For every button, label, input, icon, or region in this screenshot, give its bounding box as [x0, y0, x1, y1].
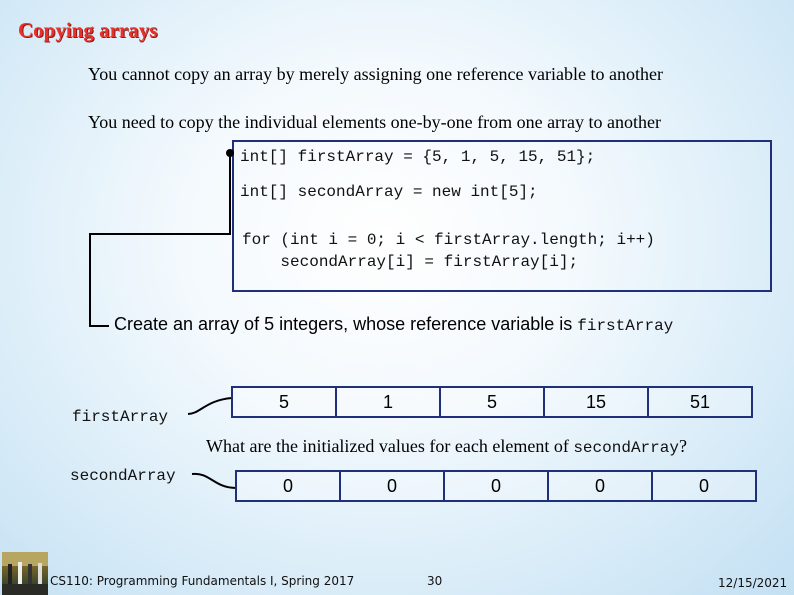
- bracket-connector-top: [89, 233, 231, 235]
- first-array-cell: 5: [439, 386, 545, 418]
- question: [206, 436, 687, 457]
- annotation: [114, 314, 673, 335]
- second-array-label: secondArray: [70, 467, 176, 485]
- first-array-label: firstArray: [72, 408, 169, 426]
- question-end: ?: [678, 436, 687, 456]
- second-array-cell: 0: [235, 470, 341, 502]
- first-array-cell: 51: [647, 386, 753, 418]
- bracket-connector-up: [229, 150, 231, 235]
- second-array-cell: 0: [339, 470, 445, 502]
- first-array-pointer: [186, 392, 234, 418]
- first-array-cells: [231, 386, 753, 418]
- first-array-cell: 5: [231, 386, 337, 418]
- second-array-pointer: [190, 468, 238, 494]
- course-logo-image: [2, 552, 48, 595]
- slide-title: Copying arrays: [18, 18, 158, 42]
- second-array-cell: 0: [547, 470, 653, 502]
- code-line-1: int[] firstArray = {5, 1, 5, 15, 51};: [240, 148, 596, 166]
- text-line-1: You cannot copy an array by merely assigning one reference variable to another: [88, 64, 663, 84]
- text-line-2: You need to copy the individual elements one-by-one from one array to another: [88, 112, 662, 132]
- code-line-2: int[] secondArray = new int[5];: [240, 183, 538, 201]
- second-array-cell: 0: [651, 470, 757, 502]
- second-array-cell: 0: [443, 470, 549, 502]
- question-text: What are the initialized values for each element of: [206, 436, 574, 456]
- code-line-4: secondArray[i] = firstArray[i];: [242, 253, 579, 271]
- footer-page-number: 30: [427, 574, 443, 588]
- first-array-cell: 15: [543, 386, 649, 418]
- footer-date: 12/15/2021: [718, 576, 788, 590]
- question-var: secondArray: [573, 439, 679, 457]
- bracket-connector: [89, 233, 91, 327]
- annotation-text: Create an array of 5 integers, whose reference variable is: [114, 314, 578, 334]
- bracket-connector-bottom: [89, 325, 109, 327]
- annotation-var: firstArray: [577, 317, 674, 335]
- code-line-3: for (int i = 0; i < firstArray.length; i++): [242, 231, 655, 249]
- logo-figures-icon: [2, 552, 48, 595]
- second-array-cells: [235, 470, 757, 502]
- bracket-arrow-head: [226, 149, 234, 157]
- first-array-cell: 1: [335, 386, 441, 418]
- footer-course: CS110: Programming Fundamentals I, Spring 2017: [50, 574, 355, 588]
